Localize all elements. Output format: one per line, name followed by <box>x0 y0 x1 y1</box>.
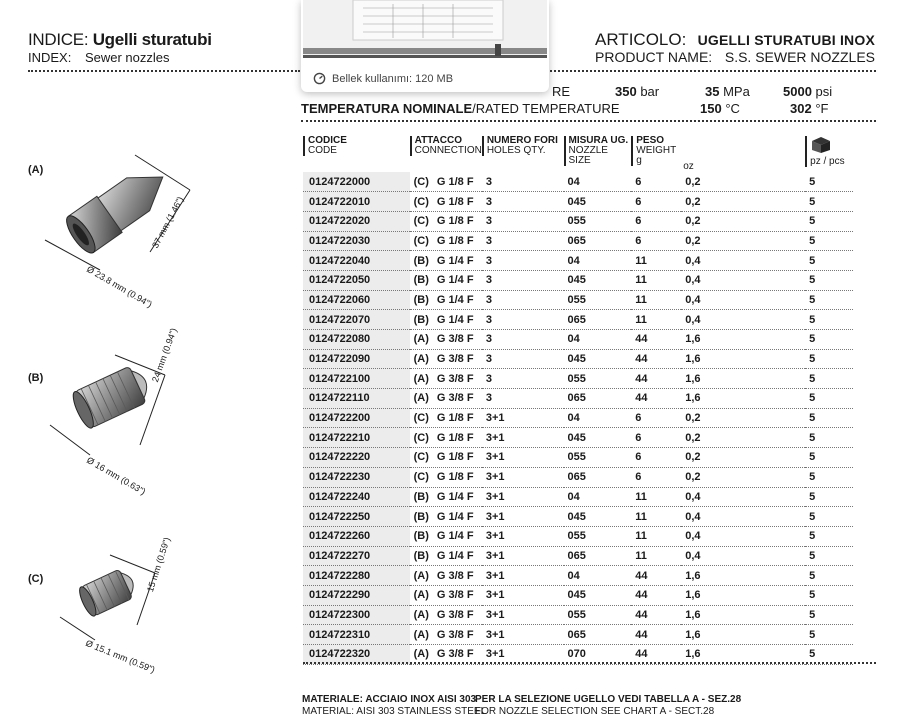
product-value: S.S. SEWER NOZZLES <box>724 49 875 65</box>
code-cell: 0124722080 <box>303 330 410 350</box>
size-cell: 065 <box>564 546 632 566</box>
pcs-cell: 5 <box>805 467 853 487</box>
connection-cell <box>410 526 482 546</box>
weight-g-cell: 11 <box>631 251 681 271</box>
type-letter: (B) <box>413 274 429 287</box>
weight-g-cell: 11 <box>631 270 681 290</box>
thread-size: G 1/4 F <box>436 510 474 523</box>
memory-usage-text: Bellek kullanımı: 120 MB <box>332 72 454 85</box>
table-row <box>303 585 853 605</box>
type-letter: (A) <box>413 333 429 346</box>
type-letter: (B) <box>413 549 429 562</box>
pcs-cell: 5 <box>805 408 853 428</box>
type-letter: (C) <box>413 215 429 228</box>
code-cell: 0124722310 <box>303 625 410 645</box>
holes-cell: 3 <box>482 330 564 350</box>
table-row <box>303 408 853 428</box>
code-cell: 0124722280 <box>303 566 410 586</box>
table-row <box>303 349 853 369</box>
thread-size: G 1/8 F <box>436 451 474 464</box>
nozzle-a-length: 37 mm (1.46") <box>150 194 186 250</box>
nozzle-a-image <box>40 140 210 300</box>
table-row <box>303 566 853 586</box>
type-letter: (C) <box>413 471 429 484</box>
thread-size: G 1/4 F <box>436 530 474 543</box>
holes-cell: 3 <box>482 310 564 330</box>
thread-size: G 1/8 F <box>436 175 474 188</box>
weight-oz-cell: 1,6 <box>681 330 805 350</box>
size-cell: 055 <box>564 290 632 310</box>
weight-g-cell: 11 <box>631 546 681 566</box>
size-cell: 055 <box>564 526 632 546</box>
connection-cell <box>410 211 482 231</box>
size-cell: 04 <box>564 172 632 192</box>
holes-cell: 3 <box>482 172 564 192</box>
holes-cell: 3+1 <box>482 467 564 487</box>
connection-cell <box>410 566 482 586</box>
table-row <box>303 487 853 507</box>
connection-cell <box>410 290 482 310</box>
pcs-cell: 5 <box>805 566 853 586</box>
size-cell: 04 <box>564 330 632 350</box>
thread-size: G 1/8 F <box>436 234 474 247</box>
size-cell: 055 <box>564 369 632 389</box>
weight-g-cell: 6 <box>631 408 681 428</box>
header-connection: ATTACCO CONNECTION <box>410 136 482 172</box>
table-row <box>303 507 853 527</box>
weight-oz-cell: 0,2 <box>681 192 805 212</box>
code-cell: 0124722260 <box>303 526 410 546</box>
pcs-cell: 5 <box>805 507 853 527</box>
connection-cell <box>410 330 482 350</box>
weight-oz-cell: 0,2 <box>681 231 805 251</box>
pcs-cell: 5 <box>805 211 853 231</box>
table-row <box>303 625 853 645</box>
pcs-cell: 5 <box>805 546 853 566</box>
thread-size: G 3/8 F <box>436 608 474 621</box>
code-cell: 0124722030 <box>303 231 410 251</box>
size-cell: 04 <box>564 408 632 428</box>
holes-cell: 3+1 <box>482 408 564 428</box>
table-row <box>303 448 853 468</box>
code-cell: 0124722070 <box>303 310 410 330</box>
thread-size: G 1/8 F <box>436 471 474 484</box>
type-letter: (A) <box>413 392 429 405</box>
size-cell: 055 <box>564 605 632 625</box>
pressure-psi: 5000 psi <box>783 84 833 99</box>
pcs-cell: 5 <box>805 389 853 409</box>
size-cell: 04 <box>564 251 632 271</box>
table-row <box>303 369 853 389</box>
connection-cell <box>410 605 482 625</box>
holes-cell: 3 <box>482 270 564 290</box>
pcs-cell: 5 <box>805 448 853 468</box>
code-cell: 0124722240 <box>303 487 410 507</box>
weight-g-cell: 44 <box>631 369 681 389</box>
table-row <box>303 526 853 546</box>
holes-cell: 3 <box>482 369 564 389</box>
page-thumbnail[interactable] <box>303 0 547 58</box>
temperature-label: TEMPERATURA NOMINALE/RATED TEMPERATURE <box>301 101 620 116</box>
type-letter: (A) <box>413 628 429 641</box>
weight-g-cell: 44 <box>631 389 681 409</box>
pressure-mpa: 35 MPa <box>705 84 750 99</box>
size-cell: 065 <box>564 231 632 251</box>
size-cell: 045 <box>564 585 632 605</box>
temperature-celsius: 150 °C <box>700 101 740 116</box>
weight-g-cell: 6 <box>631 467 681 487</box>
connection-cell <box>410 251 482 271</box>
size-cell: 065 <box>564 389 632 409</box>
code-cell: 0124722300 <box>303 605 410 625</box>
connection-cell <box>410 389 482 409</box>
holes-cell: 3 <box>482 349 564 369</box>
weight-g-cell: 6 <box>631 428 681 448</box>
code-cell: 0124722200 <box>303 408 410 428</box>
code-cell: 0124722210 <box>303 428 410 448</box>
pcs-cell: 5 <box>805 526 853 546</box>
weight-g-cell: 11 <box>631 487 681 507</box>
thread-size: G 1/4 F <box>436 254 474 267</box>
index-label: INDICE: <box>28 30 89 49</box>
header-oz: oz <box>683 161 694 172</box>
table-row <box>303 251 853 271</box>
thread-size: G 1/8 F <box>436 215 474 228</box>
label-b: (B) <box>28 372 44 384</box>
divider <box>28 70 300 72</box>
divider <box>301 120 876 122</box>
size-cell: 055 <box>564 448 632 468</box>
type-letter: (A) <box>413 608 429 621</box>
weight-g-cell: 6 <box>631 172 681 192</box>
weight-g-cell: 44 <box>631 625 681 645</box>
code-cell: 0124722060 <box>303 290 410 310</box>
header-weight: PESO WEIGHT g <box>631 136 681 172</box>
type-letter: (A) <box>413 589 429 602</box>
thread-size: G 1/4 F <box>436 490 474 503</box>
size-cell: 045 <box>564 428 632 448</box>
weight-g-cell: 44 <box>631 349 681 369</box>
holes-cell: 3 <box>482 290 564 310</box>
thread-size: G 1/4 F <box>436 313 474 326</box>
pcs-cell: 5 <box>805 487 853 507</box>
nozzle-b-image <box>45 340 205 490</box>
holes-cell: 3+1 <box>482 645 564 665</box>
pcs-cell: 5 <box>805 349 853 369</box>
holes-cell: 3+1 <box>482 625 564 645</box>
thread-size: G 1/8 F <box>436 431 474 444</box>
weight-oz-cell: 1,6 <box>681 605 805 625</box>
divider <box>303 662 876 664</box>
holes-cell: 3+1 <box>482 566 564 586</box>
weight-g-cell: 44 <box>631 566 681 586</box>
code-cell: 0124722090 <box>303 349 410 369</box>
weight-g-cell: 44 <box>631 645 681 665</box>
thread-size: G 3/8 F <box>436 333 474 346</box>
table-row <box>303 211 853 231</box>
size-cell: 04 <box>564 566 632 586</box>
connection-cell <box>410 467 482 487</box>
pcs-cell: 5 <box>805 625 853 645</box>
nozzle-c-diameter: Ø 15.1 mm (0.59") <box>84 638 157 675</box>
weight-oz-cell: 1,6 <box>681 389 805 409</box>
connection-cell <box>410 231 482 251</box>
thread-size: G 1/8 F <box>436 195 474 208</box>
weight-oz-cell: 0,4 <box>681 290 805 310</box>
nozzle-table <box>303 136 853 665</box>
holes-cell: 3+1 <box>482 546 564 566</box>
article-label: ARTICOLO: <box>595 30 687 49</box>
size-cell: 045 <box>564 192 632 212</box>
thread-size: G 3/8 F <box>436 392 474 405</box>
pcs-cell: 5 <box>805 428 853 448</box>
code-cell: 0124722290 <box>303 585 410 605</box>
weight-oz-cell: 1,6 <box>681 369 805 389</box>
memory-popup[interactable] <box>301 0 549 92</box>
code-cell: 0124722250 <box>303 507 410 527</box>
product-label: PRODUCT NAME: <box>595 49 713 65</box>
pcs-cell: 5 <box>805 172 853 192</box>
type-letter: (A) <box>413 569 429 582</box>
weight-oz-cell: 0,4 <box>681 526 805 546</box>
holes-cell: 3+1 <box>482 487 564 507</box>
thread-size: G 3/8 F <box>436 353 474 366</box>
connection-cell <box>410 507 482 527</box>
pressure-label-tail: RE <box>552 84 571 99</box>
weight-oz-cell: 1,6 <box>681 566 805 586</box>
index-block <box>28 30 212 65</box>
holes-cell: 3 <box>482 251 564 271</box>
nozzle-b-diameter: Ø 16 mm (0.63") <box>85 455 148 497</box>
holes-cell: 3+1 <box>482 585 564 605</box>
pcs-cell: 5 <box>805 330 853 350</box>
header-holes: NUMERO FORI HOLES QTY. <box>482 136 564 172</box>
type-letter: (B) <box>413 293 429 306</box>
code-cell: 0124722230 <box>303 467 410 487</box>
weight-oz-cell: 1,6 <box>681 585 805 605</box>
code-cell: 0124722320 <box>303 645 410 665</box>
label-a: (A) <box>28 164 44 176</box>
index-label-en: INDEX: <box>28 50 72 65</box>
connection-cell <box>410 625 482 645</box>
size-cell: 055 <box>564 211 632 231</box>
type-letter: (B) <box>413 530 429 543</box>
weight-g-cell: 6 <box>631 448 681 468</box>
article-value: UGELLI STURATUBI INOX <box>697 32 875 48</box>
connection-cell <box>410 487 482 507</box>
table-row <box>303 605 853 625</box>
pcs-cell: 5 <box>805 251 853 271</box>
weight-g-cell: 11 <box>631 507 681 527</box>
header-code: CODICE CODE <box>303 136 410 172</box>
code-cell: 0124722110 <box>303 389 410 409</box>
type-letter: (B) <box>413 254 429 267</box>
code-cell: 0124722270 <box>303 546 410 566</box>
type-letter: (C) <box>413 431 429 444</box>
article-block <box>595 30 875 65</box>
pcs-cell: 5 <box>805 369 853 389</box>
pcs-cell: 5 <box>805 605 853 625</box>
nozzle-c-length: 15 mm (0.59") <box>145 536 173 594</box>
weight-oz-cell: 0,2 <box>681 408 805 428</box>
weight-oz-cell: 0,4 <box>681 270 805 290</box>
table-row <box>303 546 853 566</box>
thread-size: G 3/8 F <box>436 372 474 385</box>
type-letter: (C) <box>413 412 429 425</box>
code-cell: 0124722100 <box>303 369 410 389</box>
pressure-bar: 350 bar <box>615 84 660 99</box>
size-cell: 065 <box>564 467 632 487</box>
holes-cell: 3 <box>482 231 564 251</box>
holes-cell: 3 <box>482 211 564 231</box>
type-letter: (A) <box>413 372 429 385</box>
weight-g-cell: 11 <box>631 526 681 546</box>
pcs-cell: 5 <box>805 290 853 310</box>
connection-cell <box>410 172 482 192</box>
thread-size: G 1/4 F <box>436 293 474 306</box>
index-value-en: Sewer nozzles <box>84 50 170 65</box>
weight-g-cell: 11 <box>631 290 681 310</box>
thread-size: G 3/8 F <box>436 628 474 641</box>
holes-cell: 3+1 <box>482 526 564 546</box>
size-cell: 065 <box>564 310 632 330</box>
table-row <box>303 290 853 310</box>
holes-cell: 3 <box>482 192 564 212</box>
header-pcs: pz / pcs <box>805 136 853 172</box>
thread-size: G 3/8 F <box>436 569 474 582</box>
weight-oz-cell: 1,6 <box>681 349 805 369</box>
size-cell: 045 <box>564 270 632 290</box>
pcs-cell: 5 <box>805 645 853 665</box>
weight-oz-cell: 0,4 <box>681 546 805 566</box>
thread-size: G 1/4 F <box>436 549 474 562</box>
type-letter: (A) <box>413 648 429 661</box>
holes-cell: 3+1 <box>482 448 564 468</box>
connection-cell <box>410 192 482 212</box>
gauge-icon <box>313 72 326 85</box>
material-note: MATERIALE: ACCIAIO INOX AISI 303 MATERIAL: AISI 303 STAINLESS STEEL <box>302 694 487 717</box>
connection-cell <box>410 546 482 566</box>
table-row <box>303 192 853 212</box>
pcs-cell: 5 <box>805 231 853 251</box>
size-cell: 065 <box>564 625 632 645</box>
index-value: Ugelli sturatubi <box>92 30 212 49</box>
weight-oz-cell: 1,6 <box>681 625 805 645</box>
holes-cell: 3+1 <box>482 605 564 625</box>
type-letter: (C) <box>413 175 429 188</box>
weight-g-cell: 44 <box>631 330 681 350</box>
code-cell: 0124722050 <box>303 270 410 290</box>
connection-cell <box>410 408 482 428</box>
weight-oz-cell: 0,4 <box>681 487 805 507</box>
thread-size: G 3/8 F <box>436 589 474 602</box>
type-letter: (C) <box>413 234 429 247</box>
size-cell: 070 <box>564 645 632 665</box>
table-row <box>303 310 853 330</box>
weight-oz-cell: 0,2 <box>681 428 805 448</box>
table-row <box>303 428 853 448</box>
weight-oz-cell: 0,4 <box>681 310 805 330</box>
type-letter: (C) <box>413 195 429 208</box>
selection-note: PER LA SELEZIONE UGELLO VEDI TABELLA A - SEZ.28 FOR NOZZLE SELECTION SEE CHART A - SECT.28 <box>475 694 742 717</box>
weight-oz-cell: 0,2 <box>681 448 805 468</box>
code-cell: 0124722220 <box>303 448 410 468</box>
thread-size: G 3/8 F <box>436 648 474 661</box>
weight-g-cell: 6 <box>631 192 681 212</box>
table-row <box>303 467 853 487</box>
weight-g-cell: 6 <box>631 211 681 231</box>
connection-cell <box>410 369 482 389</box>
code-cell: 0124722040 <box>303 251 410 271</box>
weight-oz-cell: 0,2 <box>681 467 805 487</box>
connection-cell <box>410 270 482 290</box>
weight-g-cell: 44 <box>631 585 681 605</box>
weight-oz-cell: 0,4 <box>681 251 805 271</box>
nozzle-a-diameter: Ø 23.8 mm (0.94") <box>85 264 154 310</box>
temperature-fahrenheit: 302 °F <box>790 101 829 116</box>
thread-size: G 1/8 F <box>436 412 474 425</box>
type-letter: (B) <box>413 510 429 523</box>
divider <box>550 70 876 72</box>
label-c: (C) <box>28 573 44 585</box>
table-row <box>303 330 853 350</box>
connection-cell <box>410 349 482 369</box>
size-cell: 045 <box>564 349 632 369</box>
weight-g-cell: 6 <box>631 231 681 251</box>
table-row <box>303 389 853 409</box>
type-letter: (C) <box>413 451 429 464</box>
connection-cell <box>410 585 482 605</box>
connection-cell <box>410 448 482 468</box>
weight-oz-cell: 1,6 <box>681 645 805 665</box>
type-letter: (A) <box>413 353 429 366</box>
box-icon <box>810 136 832 154</box>
code-cell: 0124722010 <box>303 192 410 212</box>
code-cell: 0124722020 <box>303 211 410 231</box>
nozzle-c-image <box>55 545 195 665</box>
connection-cell <box>410 310 482 330</box>
weight-g-cell: 44 <box>631 605 681 625</box>
weight-oz-cell: 0,2 <box>681 172 805 192</box>
table-row <box>303 231 853 251</box>
holes-cell: 3+1 <box>482 507 564 527</box>
pcs-cell: 5 <box>805 270 853 290</box>
holes-cell: 3 <box>482 389 564 409</box>
pcs-cell: 5 <box>805 585 853 605</box>
connection-cell <box>410 428 482 448</box>
nozzle-b-length: 24 mm (0.94") <box>150 326 179 384</box>
type-letter: (B) <box>413 313 429 326</box>
header-size: MISURA UG. NOZZLE SIZE <box>564 136 632 172</box>
weight-oz-cell: 0,2 <box>681 211 805 231</box>
thread-size: G 1/4 F <box>436 274 474 287</box>
table-row <box>303 172 853 192</box>
type-letter: (B) <box>413 490 429 503</box>
weight-g-cell: 11 <box>631 310 681 330</box>
size-cell: 045 <box>564 507 632 527</box>
pcs-cell: 5 <box>805 192 853 212</box>
table-row <box>303 270 853 290</box>
size-cell: 04 <box>564 487 632 507</box>
pcs-cell: 5 <box>805 310 853 330</box>
code-cell: 0124722000 <box>303 172 410 192</box>
weight-oz-cell: 0,4 <box>681 507 805 527</box>
holes-cell: 3+1 <box>482 428 564 448</box>
